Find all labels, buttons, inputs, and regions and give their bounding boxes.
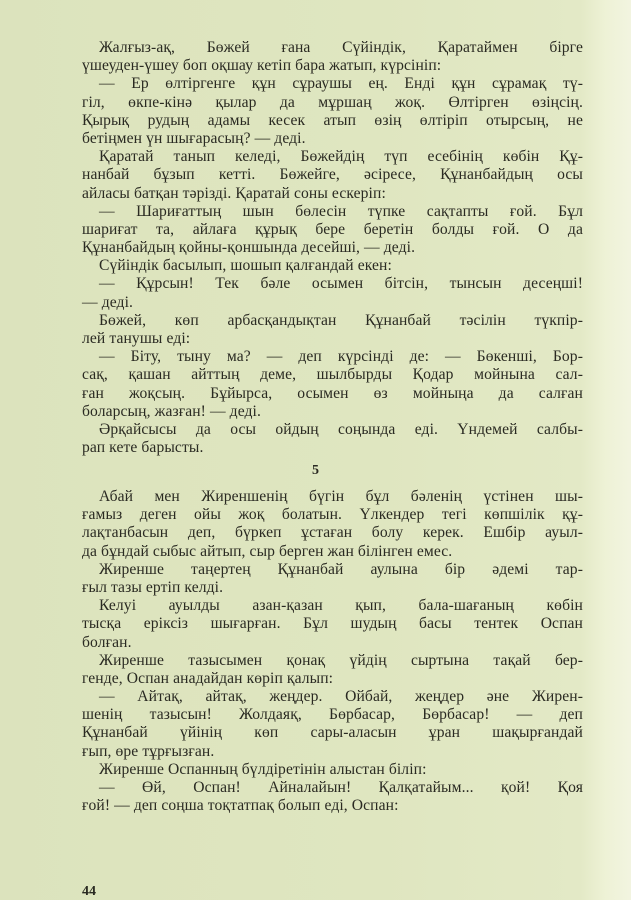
text-line: да бұндай сыбыс айтып, сыр берген жан білінген емес.	[82, 542, 453, 560]
text-line: үшеуден-үшеу боп оқшау кетіп бара жатып, күрсініп:	[82, 57, 442, 75]
text-line: нанбай бұзып кетті. Бөжейге, әсіресе, Құнанбайдың осы	[82, 166, 583, 184]
text-line: — Біту, тыну ма? — деп күрсінді де: — Бөкенші, Бор-	[99, 348, 583, 366]
text-line: — Құрсын! Тек бәле осымен бітсін, тынсын десеңші!	[99, 275, 583, 293]
text-line: — Шариғаттың шын бөлесін түпке сақтапты ғой. Бұл	[99, 202, 583, 220]
text-line: Келуі ауылды азан-қазан қып, бала-шағаның көбін	[99, 597, 583, 615]
text-line: рап кете барысты.	[82, 439, 204, 457]
text-line: Жиренше Оспанның бүлдіретінін алыстан біліп:	[99, 760, 427, 778]
text-line: сақ, қашан айттың деме, шылбырды Қодар мойнына сал-	[82, 366, 583, 384]
text-line: — деді.	[82, 293, 134, 311]
text-line: боларсың, жазған! — деді.	[82, 402, 261, 420]
text-line: Қырық рудың адамы кесек атып өзің өлтіріп отырсың, не	[82, 111, 583, 129]
text-line: ғып, өре тұрғызған.	[82, 742, 215, 760]
text-line: Жалғыз-ақ, Бөжей ғана Сүйіндік, Қаратаймен бірге	[99, 39, 583, 56]
text-line: лей танушы еді:	[82, 330, 191, 347]
text-line: тысқа еріксіз шығарған. Бұл шудың басы тентек Оспан	[82, 615, 583, 633]
text-line: ғамыз деген ойы жоқ болатын. Үлкендер тегі көпшілік құ-	[82, 506, 583, 524]
text-line: Құнанбай үйінің көп сары-аласын ұран шақырғандай	[82, 724, 583, 742]
section-number: 5	[312, 463, 319, 478]
text-line: Қаратай танып келеді, Бөжейдің түп есебінің көбін Құ-	[99, 148, 583, 166]
text-line: Бөжей, көп арбасқандықтан Құнанбай тәсілін түкпір-	[99, 311, 583, 329]
text-line: лақтанбасын деп, бүркеп ұстаған болу керек. Ешбір ауыл-	[82, 524, 583, 542]
text-line: ған жоқсың. Бұйырса, осымен өз мойныңа да салған	[82, 384, 583, 402]
text-line: Жиренше тазысымен қонақ үйдің сыртына тақай бер-	[99, 651, 583, 669]
text-line: шариғат та, айлаға құрық бере беретін болды ғой. О да	[82, 220, 583, 238]
text-line: ғой! — деп соңша тоқтатпақ болып еді, Оспан:	[82, 797, 399, 815]
text-line: Сүйіндік басылып, шошып қалғандай екен:	[99, 257, 392, 275]
text-line: — Өй, Оспан! Айналайын! Қалқатайым... қой! Қоя	[99, 779, 583, 796]
text-line: Құнанбайдың қойны-қоншында десейші, — деді.	[82, 239, 416, 257]
text-line: шенің тазысын! Жолдаяқ, Бөрбасар, Бөрбасар! — деп	[82, 706, 583, 724]
text-line: Абай мен Жиреншенің бүгін бұл бәленің үстінен шы-	[99, 488, 583, 505]
text-line: айласы батқан тәрізді. Қаратай соны ескеріп:	[82, 184, 386, 202]
text-line: Жиренше таңертең Құнанбай аулына бір әдемі тар-	[99, 560, 583, 578]
text-block-before-section	[82, 39, 583, 457]
text-block-section-5	[82, 488, 583, 815]
text-line: ғыл тазы ертіп келді.	[82, 578, 224, 596]
text-line: генде, Оспан анадайдан көріп қалып:	[82, 669, 334, 687]
page-number: 44	[82, 884, 96, 899]
text-line: гіл, өкпе-кінә қылар да мұршаң жоқ. Өлтірген өзіңсің.	[82, 93, 583, 111]
text-line: — Айтақ, айтақ, жеңдер. Ойбай, жеңдер әне Жирен-	[99, 688, 583, 706]
text-line: — Ер өлтіргенге құн сұраушы ең. Енді құн сұрамақ тү-	[99, 75, 583, 93]
text-line: бетіңмен үн шығарасың? — деді.	[82, 129, 306, 147]
text-line: болған.	[82, 633, 132, 651]
text-line: Әрқайсысы да осы ойдың соңында еді. Үндемей салбы-	[99, 420, 583, 438]
